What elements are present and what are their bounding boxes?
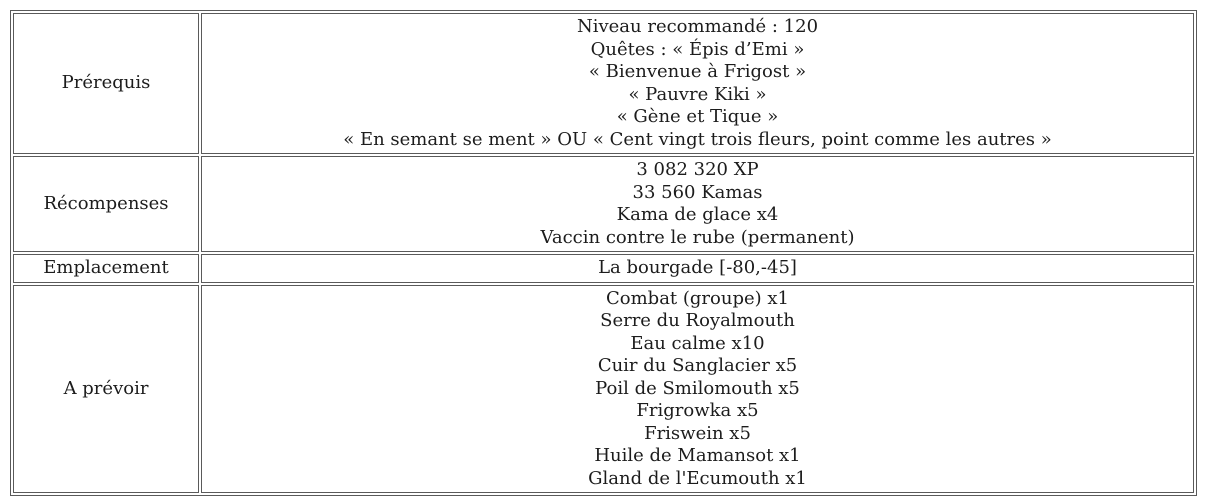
content-line: Gland de l'Ecumouth x1 — [588, 467, 807, 489]
row-label-emplacement: Emplacement — [13, 254, 199, 283]
content-line: Combat (groupe) x1 — [606, 287, 789, 309]
row-content-recompenses — [201, 156, 1194, 252]
content-line: Eau calme x10 — [630, 332, 765, 354]
table-row-emplacement — [13, 254, 1194, 283]
row-content-a-prevoir — [201, 285, 1194, 494]
content-line: 33 560 Kamas — [632, 181, 763, 203]
table-row-recompenses — [13, 156, 1194, 252]
content-line: Huile de Mamansot x1 — [594, 445, 801, 466]
row-content-emplacement — [201, 254, 1194, 283]
content-line: 3 082 320 XP — [636, 159, 759, 180]
content-line: Frigrowka x5 — [636, 400, 759, 421]
row-content-prerequis — [201, 13, 1194, 154]
content-line: Kama de glace x4 — [616, 204, 779, 225]
row-label-a-prevoir: A prévoir — [13, 285, 199, 494]
content-line: Cuir du Sanglacier x5 — [597, 355, 798, 376]
content-line: Vaccin contre le rube (permanent) — [540, 226, 855, 248]
quest-info-table — [10, 10, 1197, 496]
content-line: Niveau recommandé : 120 — [576, 16, 819, 37]
content-line: La bourgade [-80,-45] — [598, 257, 797, 278]
content-line: « Pauvre Kiki » — [628, 83, 767, 105]
content-line: « Bienvenue à Frigost » — [588, 61, 807, 82]
table-row-a-prevoir — [13, 285, 1194, 494]
table-row-prerequis — [13, 13, 1194, 154]
content-line: « En semant se ment » OU « Cent vingt trois fleurs, point comme les autres » — [343, 128, 1052, 150]
quest-table-body — [13, 13, 1194, 493]
content-line: « Gène et Tique » — [616, 106, 779, 127]
content-line: Friswein x5 — [644, 422, 751, 444]
content-line: Poil de Smilomouth x5 — [595, 377, 800, 399]
row-label-prerequis: Prérequis — [13, 13, 199, 154]
content-line: Quêtes : « Épis d’Emi » — [590, 38, 805, 60]
content-line: Serre du Royalmouth — [600, 310, 795, 331]
row-label-recompenses: Récompenses — [13, 156, 199, 252]
